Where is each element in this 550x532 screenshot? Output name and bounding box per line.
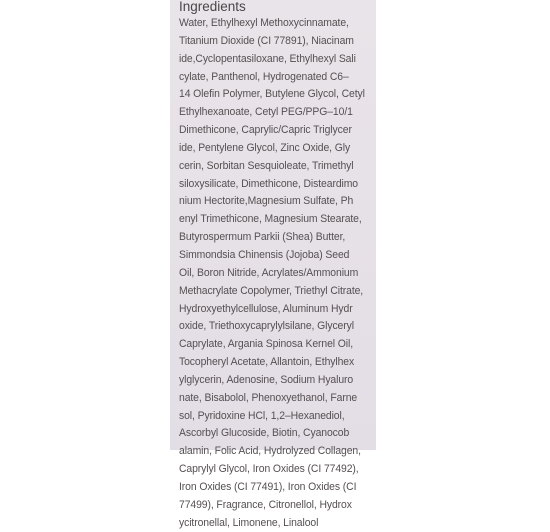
ingredient-line: Iron Oxides (CI 77491), Iron Oxides (CI [179,480,357,493]
ingredient-line: ide,Cyclopentasiloxane, Ethylhexyl Sali [179,52,356,65]
ingredient-line: 77499), Fragrance, Citronellol, Hydrox [179,498,352,511]
ingredient-line: Simmondsia Chinensis (Jojoba) Seed [179,248,350,261]
ingredient-line: alamin, Folic Acid, Hydrolyzed Collagen, [179,445,361,458]
ingredient-line: ide, Pentylene Glycol, Zinc Oxide, Gly [179,141,351,154]
ingredient-line: ycitronellal, Limonene, Linalool [179,516,319,529]
ingredients-heading: Ingredients [179,0,246,14]
ingredient-line: Butyrospermum Parkii (Shea) Butter, [179,231,346,244]
ingredient-line: Dimethicone, Caprylic/Capric Triglycer [179,124,352,137]
ingredient-line: nium Hectorite,Magnesium Sulfate, Ph [179,195,354,208]
ingredient-line: Hydroxyethylcellulose, Aluminum Hydr [179,302,353,315]
ingredients-list [179,15,376,532]
ingredient-line: Ethylhexanoate, Cetyl PEG/PPG–10/1 [179,106,353,119]
ingredient-line: sol, Pyridoxine HCl, 1,2–Hexanediol, [179,409,345,422]
ingredient-line: 14 Olefin Polymer, Butylene Glycol, Cetyl [179,88,365,101]
ingredient-line: cerin, Sorbitan Sesquioleate, Trimethyl [179,159,354,172]
ingredient-line: ylglycerin, Adenosine, Sodium Hyaluro [179,373,354,386]
ingredient-line: nate, Bisabolol, Phenoxyethanol, Farne [179,391,358,404]
ingredients-label [170,0,376,529]
ingredient-line: Titanium Dioxide (CI 77891), Niacinam [179,34,354,47]
ingredient-line: Tocopheryl Acetate, Allantoin, Ethylhex [179,356,355,369]
ingredient-line: Water, Ethylhexyl Methoxycinnamate, [179,17,349,29]
ingredient-line: Methacrylate Copolymer, Triethyl Citrate, [179,284,364,297]
ingredient-line: Oil, Boron Nitride, Acrylates/Ammonium [179,266,359,279]
ingredient-line: siloxysilicate, Dimethicone, Disteardimo [179,177,359,190]
ingredient-line: Caprylate, Argania Spinosa Kernel Oil, [179,338,354,351]
ingredient-line: Caprylyl Glycol, Iron Oxides (CI 77492), [179,463,359,476]
ingredient-line: enyl Trimethicone, Magnesium Stearate, [179,213,362,226]
ingredient-line: Ascorbyl Glucoside, Biotin, Cyanocob [179,427,350,440]
ingredient-line: cylate, Panthenol, Hydrogenated C6– [179,70,349,83]
ingredient-line: oxide, Triethoxycaprylylsilane, Glyceryl [179,320,354,333]
